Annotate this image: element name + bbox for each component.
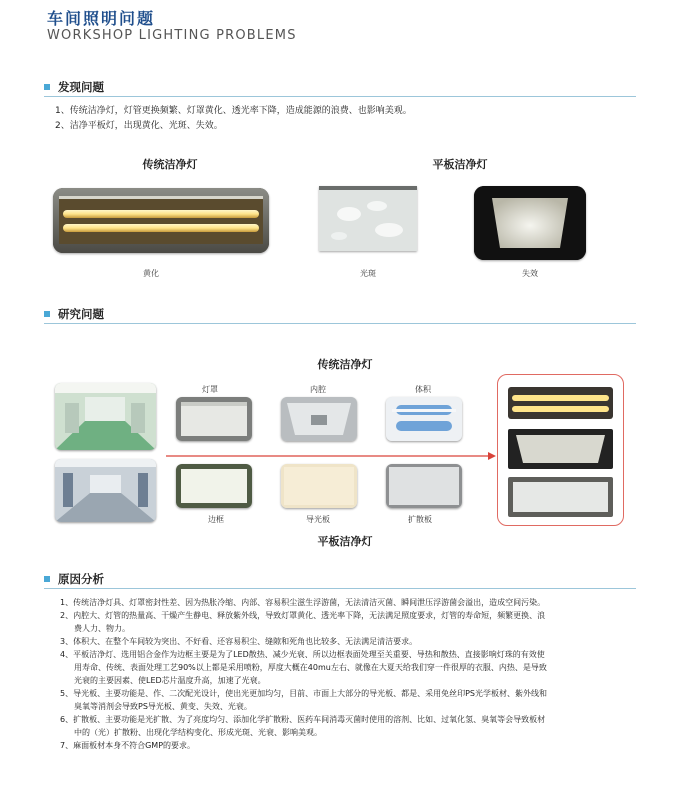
analysis-item-1: 1、传统洁净灯具、灯罩密封性差、因为热胀冷缩、内部、容易积尘滋生浮游菌，无法清洁灭菌、瞬间泄压浮游菌会溢出，造成空间污染。 (60, 598, 546, 607)
section-header-found (44, 80, 636, 97)
volume-image (386, 397, 462, 441)
analysis-item-6-cont: 中的（光）扩散粉、出现化学结构变化、形成光斑、光衰、影响美观。 (74, 728, 322, 737)
analysis-item-2: 2、内腔大、灯管的热量高、干燥产生静电、释放紫外线，导致灯罩黄化、透光率下降，无法满足照度要求，灯管的寿命短，频繁更换、浪 (60, 611, 546, 620)
research-bottom-heading: 平板洁净灯 (317, 535, 373, 548)
section-header-analysis (44, 572, 636, 589)
section-title: 研究问题 (58, 307, 104, 321)
analysis-list (60, 596, 640, 752)
frame-image (176, 464, 252, 508)
caption-yellowing: 黄化 (143, 269, 159, 278)
caption-failure: 失效 (522, 269, 538, 278)
section-title: 发现问题 (58, 80, 104, 94)
failed-panel-image (474, 186, 586, 260)
label-light-guide: 导光板 (306, 515, 330, 524)
page-subtitle: WORKSHOP LIGHTING PROBLEMS (47, 28, 297, 43)
analysis-item-4: 4、平板洁净灯、选用铝合金作为边框主要是为了LED散热、减少光衰、所以边框表面处理至关重要、导热和散热、直接影响灯珠的有效使 (60, 650, 545, 659)
arrow-right-icon (166, 450, 496, 462)
found-line-1: 1、传统洁净灯，灯管更换频繁、灯罩黄化、透光率下降，造成能源的浪费、也影响美观。 (55, 106, 412, 116)
lamp-composite-frame (497, 374, 624, 526)
analysis-item-4-cont1: 用寿命、传统、表面处理工艺90%以上都是采用喷粉，厚度大概在40mu左右、就像在大夏天给我们穿一件很厚的衣服、内热、是导致 (74, 663, 547, 672)
light-guide-plate-image (281, 464, 357, 508)
label-frame: 边框 (208, 515, 224, 524)
yellowed-tube-image (53, 188, 269, 253)
research-top-heading: 传统洁净灯 (317, 358, 373, 371)
analysis-item-7: 7、麻面板材本身不符合GMP的要求。 (60, 741, 196, 750)
section-bullet-icon (44, 311, 50, 317)
cavity-image (281, 397, 357, 441)
analysis-item-4-cont2: 光衰的主要因素、使LED芯片温度升高，加速了光衰。 (74, 676, 266, 685)
analysis-item-5: 5、导光板、主要功能是、作、二次配光设计，使出光更加均匀，目前、市面上大部分的导光板、都是、采用免丝印PS光学板材、紫外线和 (60, 689, 547, 698)
traditional-lamp-heading: 传统洁净灯 (142, 158, 198, 171)
section-header-research (44, 307, 636, 324)
section-bullet-icon (44, 84, 50, 90)
diffuser-plate-image (386, 464, 462, 508)
page-title: 车间照明问题 (47, 9, 156, 28)
label-cavity: 内腔 (310, 385, 326, 394)
workshop-photo-corridor (55, 459, 156, 522)
analysis-item-5-cont: 臭氧等消剂会导致PS导光板、黄变、失效、光衰。 (74, 702, 252, 711)
workshop-photo-green (55, 383, 156, 450)
found-line-2: 2、洁净平板灯，出现黄化、光斑、失效。 (55, 121, 223, 131)
analysis-item-6: 6、扩散板、主要功能是光扩散、为了亮度均匀、添加化学扩散粉、医药车间消毒灭菌时使用的溶剂、比如、过氧化氢、臭氧等会导致板材 (60, 715, 546, 724)
label-lampshade: 灯罩 (202, 385, 218, 394)
analysis-item-2-cont: 费人力、物力。 (74, 624, 130, 633)
caption-light-spot: 光斑 (360, 269, 376, 278)
section-title: 原因分析 (58, 572, 104, 586)
label-diffuser: 扩散板 (408, 515, 432, 524)
lampshade-image (176, 397, 252, 441)
section-bullet-icon (44, 576, 50, 582)
light-spot-image (319, 186, 417, 251)
label-volume: 体积 (415, 385, 431, 394)
analysis-item-3: 3、体积大、在整个车间较为突出、不好看、还容易积尘、缝隙和死角也比较多、无法满足清洁要求。 (60, 637, 418, 646)
panel-lamp-heading: 平板洁净灯 (432, 158, 488, 171)
